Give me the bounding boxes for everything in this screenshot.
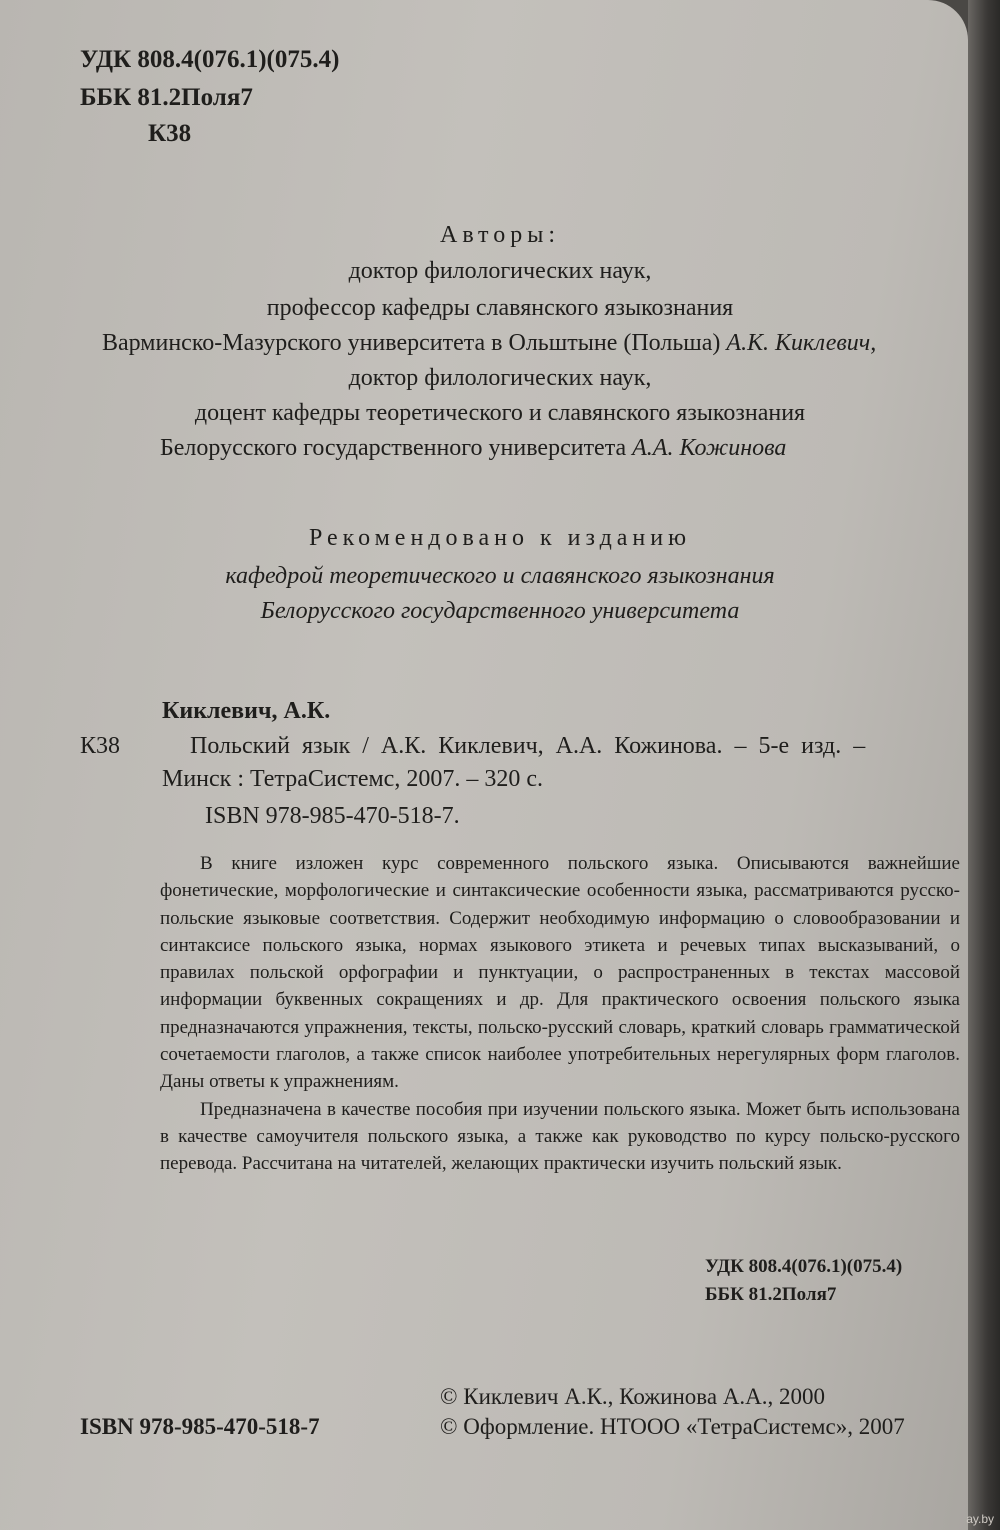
author-line: Белорусского государственного университета А.А. Кожинова xyxy=(160,435,787,461)
author-line: доктор филологических наук, xyxy=(348,365,652,391)
copyright-design: © Оформление. НТООО «ТетраСистемс», 2007 xyxy=(440,1414,905,1439)
author-name: А.А. Кожинова xyxy=(632,435,787,461)
footer-bbk: ББК 81.2Поля7 xyxy=(705,1284,837,1305)
book-spine-shadow xyxy=(968,0,1000,1530)
bbk-code: ББК 81.2Поля7 xyxy=(80,84,253,111)
author-line: Варминско-Мазурского университета в Ольштыне (Польша) А.К. Киклевич, xyxy=(102,330,877,356)
author-line: профессор кафедры славянского языкознания xyxy=(266,295,734,321)
author-sign-code: К38 xyxy=(148,120,192,147)
watermark: ay.by xyxy=(966,1512,994,1526)
footer-isbn: ISBN 978-985-470-518-7 xyxy=(80,1414,320,1439)
annotation-paragraph: В книге изложен курс современного польского языка. Описываются важнейшие фонетические, морфологические и синтаксические особенности языка, рассматриваются русско-польские языковые соответствия. Содержит необходимую информацию о словообразовании и синтаксисе польского языка, нормах языкового этикета и речевых типах высказываний, о правилах польской орфографии и пунктуации, о распространенных в текстах массовой информации буквенных сокращениях и др. Для практического освоения польского языка предназначаются упражнения, тексты, польско-русский словарь, краткий словарь грамматической сочетаемости глаголов, а также список наиболее употребительных нерегулярных форм глаголов. Даны ответы к упражнениям. xyxy=(160,853,960,1093)
udk-code: УДК 808.4(076.1)(075.4) xyxy=(80,46,340,73)
catalog-isbn: ISBN 978-985-470-518-7. xyxy=(205,803,460,829)
recommended-line: кафедрой теоретического и славянского языкознания xyxy=(225,563,775,589)
catalog-title: Польский язык / А.К. Киклевич, А.А. Кожинова. – 5-е изд. – xyxy=(190,733,866,759)
catalog-code: К38 xyxy=(80,733,121,759)
authors-heading: Авторы: xyxy=(439,222,561,248)
author-line: доцент кафедры теоретического и славянского языкознания xyxy=(194,400,806,426)
catalog-publisher: Минск : ТетраСистемс, 2007. – 320 с. xyxy=(162,766,543,792)
footer-udk: УДК 808.4(076.1)(075.4) xyxy=(705,1256,903,1277)
author-name: А.К. Киклевич, xyxy=(726,330,877,356)
catalog-author: Киклевич, А.К. xyxy=(162,698,331,724)
recommended-heading: Рекомендовано к изданию xyxy=(308,525,692,551)
annotation xyxy=(160,850,960,1178)
recommended-line: Белорусского государственного университета xyxy=(260,598,740,624)
copyright-authors: © Киклевич А.К., Кожинова А.А., 2000 xyxy=(440,1384,826,1409)
annotation-paragraph: Предназначена в качестве пособия при изучении польского языка. Может быть использована в качестве самоучителя польского языка, а также как руководство по курсу польско-русского перевода. Рассчитана на читателей, желающих практически изучить польский язык. xyxy=(160,1098,960,1175)
author-line: доктор филологических наук, xyxy=(348,258,652,284)
